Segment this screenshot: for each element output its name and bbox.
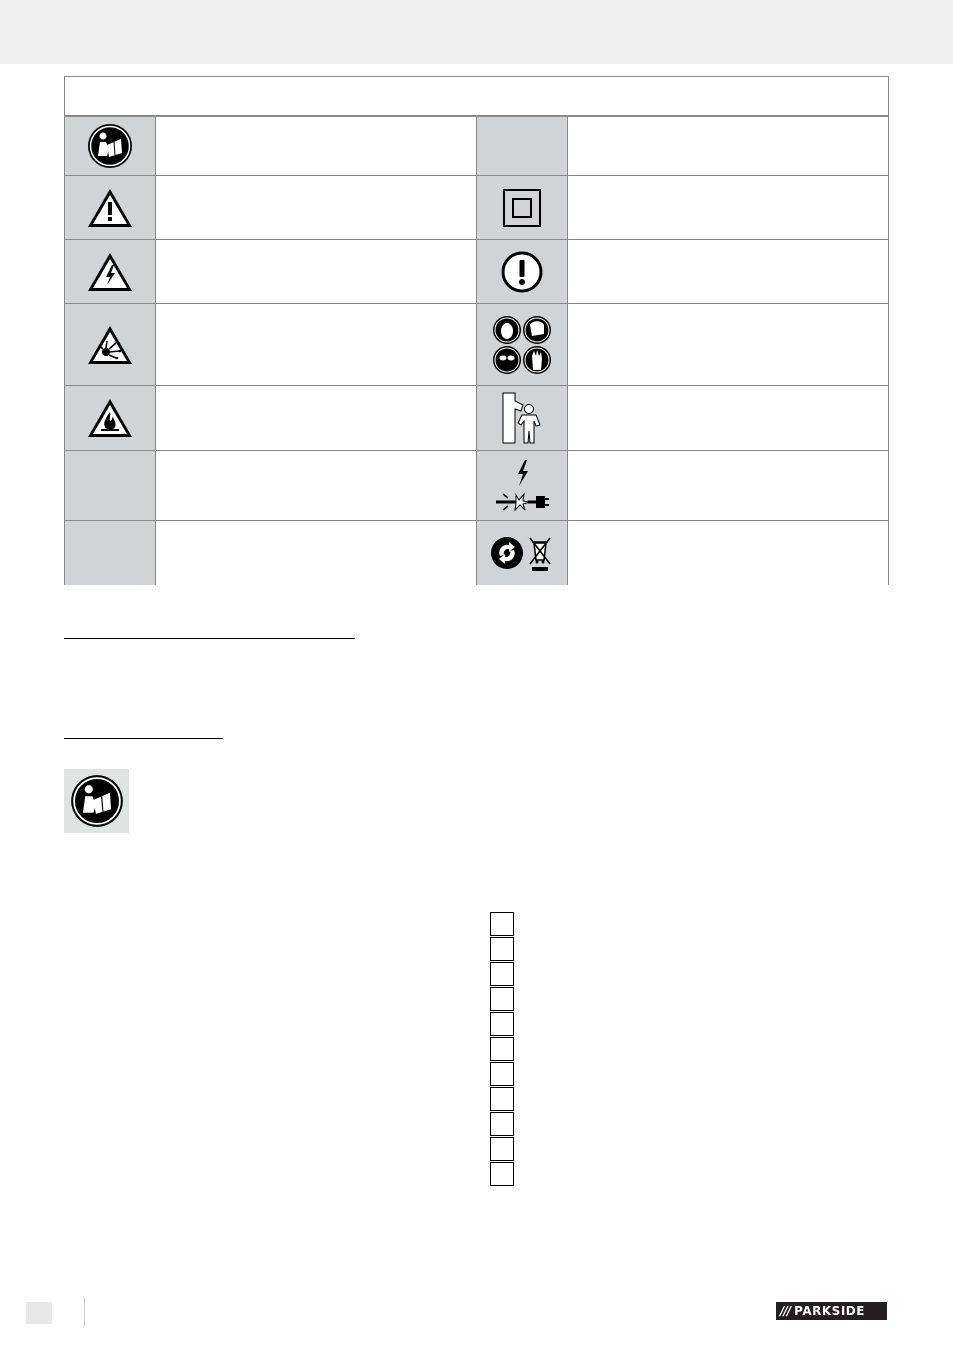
icon-cell xyxy=(65,117,155,175)
column-divider xyxy=(567,117,568,585)
manual-notice-box xyxy=(64,769,129,833)
footer-divider xyxy=(84,1298,85,1326)
electric-shock-warning-icon xyxy=(86,251,134,293)
read-manual-icon xyxy=(70,774,124,828)
row-divider xyxy=(65,385,888,386)
protection-class-ii-icon xyxy=(502,188,542,228)
row-divider xyxy=(65,450,888,451)
part-number-box xyxy=(490,1162,514,1186)
icon-cell xyxy=(477,451,567,520)
explosion-warning-icon xyxy=(86,324,134,366)
row-divider xyxy=(65,303,888,304)
symbol-legend-table xyxy=(64,76,889,585)
section-heading-underline xyxy=(64,638,355,639)
column-divider xyxy=(155,117,156,585)
description-cell xyxy=(156,117,476,585)
logo-mark: /// xyxy=(780,1304,791,1318)
protective-equipment-icon xyxy=(492,314,552,376)
column-divider xyxy=(476,117,477,585)
important-notice-icon xyxy=(501,251,543,293)
header-band xyxy=(0,0,953,64)
disposal-recycling-icon xyxy=(490,534,554,572)
part-number-box xyxy=(490,1062,514,1086)
row-divider xyxy=(65,520,888,521)
part-number-box xyxy=(490,1037,514,1061)
logo-text: PARKSIDE xyxy=(794,1304,865,1318)
part-number-box xyxy=(490,962,514,986)
part-number-box xyxy=(490,912,514,936)
icon-cell xyxy=(65,304,155,385)
fire-hazard-warning-icon xyxy=(86,397,134,439)
icon-cell xyxy=(65,240,155,303)
general-warning-icon xyxy=(86,187,134,229)
brand-logo xyxy=(776,1302,887,1320)
part-number-box xyxy=(490,1087,514,1111)
part-number-box xyxy=(490,937,514,961)
row-divider xyxy=(65,239,888,240)
icon-cell-empty xyxy=(65,451,155,520)
icon-cell xyxy=(65,176,155,239)
part-number-box xyxy=(490,1137,514,1161)
part-number-box xyxy=(490,987,514,1011)
icon-cell-empty xyxy=(477,117,567,175)
table-header xyxy=(65,77,888,117)
icon-cell xyxy=(477,176,567,239)
part-number-box xyxy=(490,1112,514,1136)
icon-cell xyxy=(477,240,567,303)
subsection-heading-underline xyxy=(64,738,223,739)
page-number-box xyxy=(26,1302,52,1324)
read-manual-icon xyxy=(87,123,133,169)
icon-cell-empty xyxy=(65,521,155,585)
icon-cell xyxy=(65,386,155,450)
icon-cell xyxy=(477,521,567,585)
row-divider xyxy=(65,175,888,176)
keep-children-away-icon xyxy=(501,391,543,445)
description-cell xyxy=(568,117,888,585)
unplug-mains-icon xyxy=(494,458,550,514)
part-number-box xyxy=(490,1012,514,1036)
icon-cell xyxy=(477,304,567,385)
icon-cell xyxy=(477,386,567,450)
